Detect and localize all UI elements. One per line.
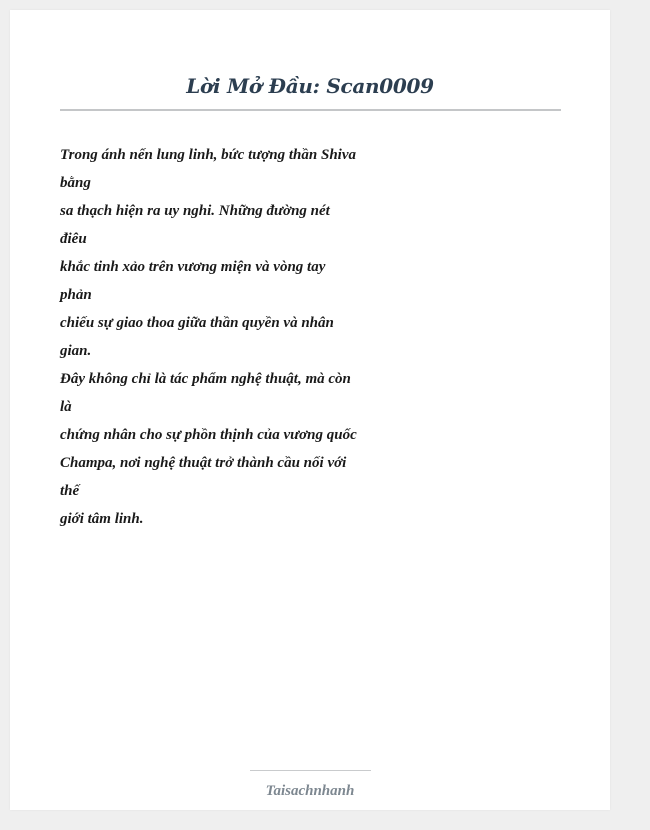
- body-text: [60, 141, 360, 533]
- text-line: Đây không chỉ là tác phẩm nghệ thuật, mà còn: [60, 371, 351, 387]
- text-line: Trong ánh nến lung linh, bức tượng thần Shiva: [60, 147, 356, 163]
- text-line: gian.: [60, 343, 92, 359]
- text-line: điêu: [60, 231, 87, 247]
- footer-divider: [250, 770, 371, 771]
- footer-text: Taisachnhanh: [265, 783, 355, 799]
- text-line: chứng nhân cho sự phồn thịnh của vương quốc: [60, 427, 357, 443]
- text-line: thế: [60, 483, 80, 499]
- text-line: khắc tinh xảo trên vương miện và vòng tay: [60, 259, 326, 275]
- text-line: chiếu sự giao thoa giữa thần quyền và nhân: [60, 315, 334, 331]
- document-page: [10, 10, 610, 810]
- text-line: Champa, nơi nghệ thuật trở thành cầu nối với: [60, 455, 347, 471]
- text-line: phản: [60, 287, 92, 303]
- text-line: là: [60, 399, 72, 415]
- page-title: Lời Mở Đầu: Scan0009: [186, 74, 434, 98]
- text-line: sa thạch hiện ra uy nghi. Những đường nét: [60, 203, 330, 219]
- text-line: giới tâm linh.: [60, 511, 144, 527]
- title-divider: [60, 109, 561, 111]
- text-line: bằng: [60, 175, 91, 191]
